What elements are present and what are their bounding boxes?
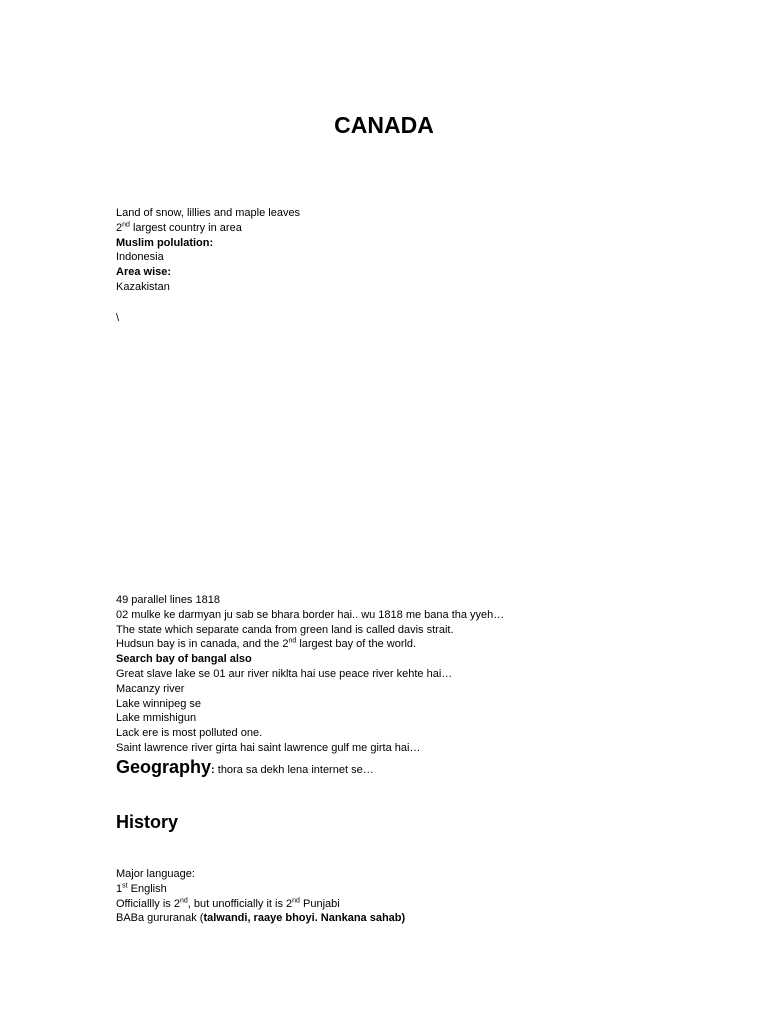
ordinal-suffix: nd xyxy=(292,896,300,904)
language-block xyxy=(116,867,736,926)
intro-line-1: Land of snow, lillies and maple leaves xyxy=(116,207,301,219)
area-wise-label: Area wise: xyxy=(116,266,172,279)
muslim-population-value: Indonesia xyxy=(116,251,164,264)
language-second-text: Punjabi xyxy=(299,897,340,910)
note-line: Lake mmishigun xyxy=(116,712,197,725)
language-second-text: , but unofficially it is 2 xyxy=(187,897,293,910)
area-wise-value: Kazakistan xyxy=(116,280,170,293)
language-second xyxy=(116,897,736,912)
intro-block xyxy=(116,206,736,295)
ordinal-suffix: nd xyxy=(179,896,188,904)
geography-text: thora sa dekh lena internet se… xyxy=(214,764,374,776)
baba-text: BABa gururanak ( xyxy=(116,912,204,925)
geography-heading: Geography xyxy=(116,757,212,777)
ordinal-number: 2 xyxy=(116,221,123,234)
language-label: Major language: xyxy=(116,868,195,880)
note-line: Great slave lake se 01 aur river niklta hai use peace river kehte hai… xyxy=(116,667,453,680)
note-line: Macanzy river xyxy=(116,682,185,695)
note-line-bold: Search bay of bangal also xyxy=(116,653,252,666)
document-title: CANADA xyxy=(334,112,434,138)
ordinal-suffix: nd xyxy=(288,637,297,645)
note-line: 49 parallel lines 1818 xyxy=(116,594,220,606)
note-line: 02 mulke ke darmyan ju sab se bhara border hai.. wu 1818 me bana tha yyeh… xyxy=(116,608,505,621)
note-line: Lack ere is most polluted one. xyxy=(116,727,263,740)
stray-backslash: \ xyxy=(116,312,120,324)
notes-block xyxy=(116,593,736,756)
baba-places: talwandi, raaye bhoyi. Nankana sahab) xyxy=(203,912,406,925)
language-first-text: English xyxy=(127,882,167,895)
ordinal-suffix: nd xyxy=(122,221,130,229)
note-text: largest bay of the world. xyxy=(296,638,417,651)
intro-line-2-text: largest country in area xyxy=(129,221,242,234)
note-line: Lake winnipeg se xyxy=(116,697,202,710)
language-first xyxy=(116,882,736,897)
baba-gurunanak-line xyxy=(116,911,736,926)
ordinal-number: 1 xyxy=(116,882,123,895)
note-text: Hudsun bay is in canada, and the 2 xyxy=(116,638,289,651)
history-heading: History xyxy=(116,812,179,832)
intro-line-2 xyxy=(116,221,736,236)
language-second-text: Officiallly is 2 xyxy=(116,897,180,910)
note-line xyxy=(116,637,736,652)
geography-row xyxy=(116,757,736,778)
muslim-population-label: Muslim polulation: xyxy=(116,236,214,249)
ordinal-suffix: st xyxy=(122,882,128,890)
note-line: The state which separate canda from green land is called davis strait. xyxy=(116,623,454,636)
geography-colon: : xyxy=(211,764,215,776)
note-line: Saint lawrence river girta hai saint lawrence gulf me girta hai… xyxy=(116,741,421,754)
